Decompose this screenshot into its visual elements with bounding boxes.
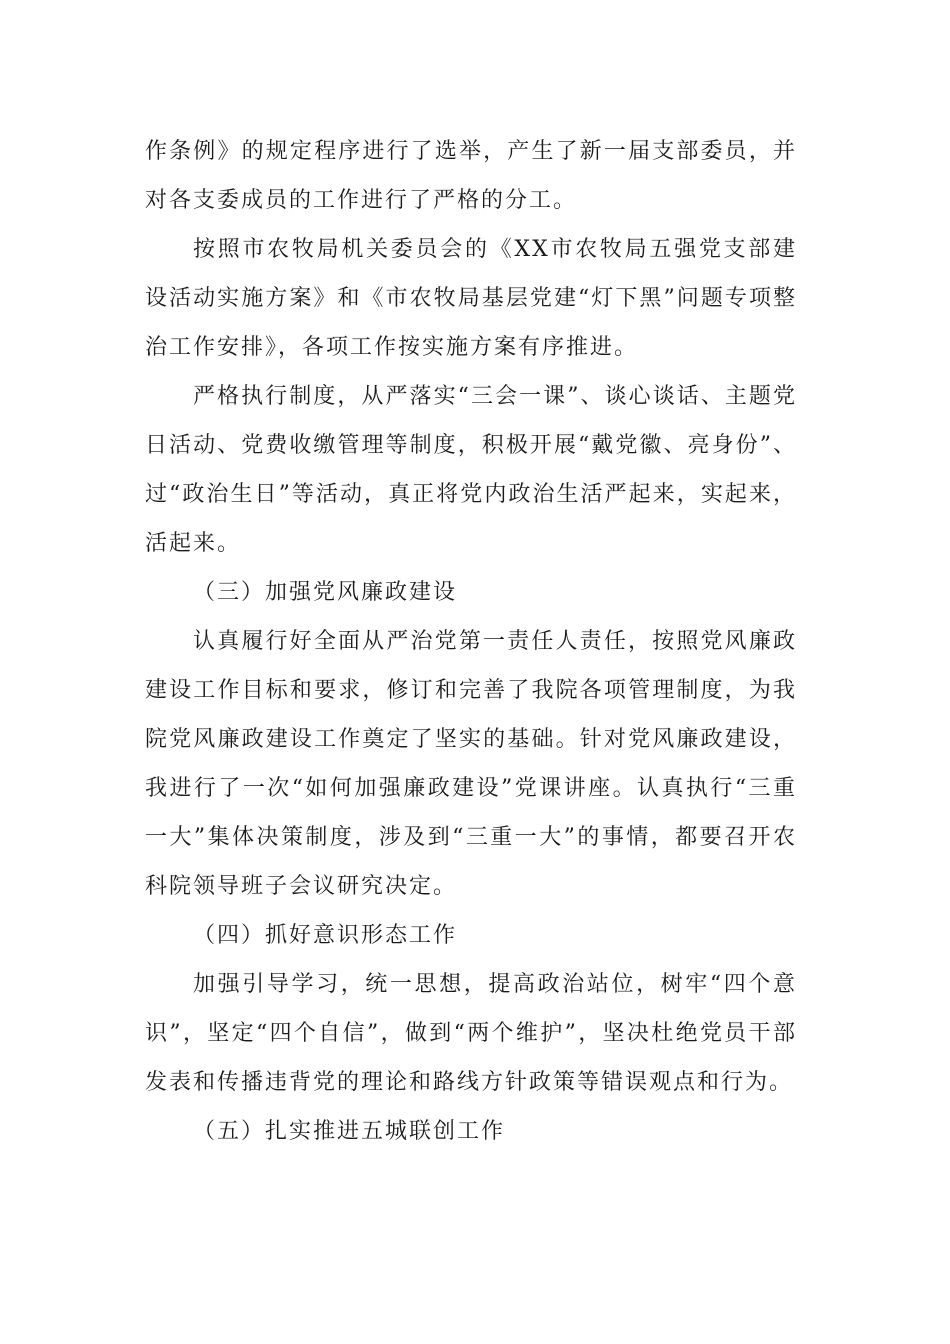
section-heading-integrity: （三）加强党风廉政建设: [193, 580, 458, 605]
section-heading-ideology: （四）抓好意识形态工作: [193, 923, 458, 948]
section-heading-five-cities: （五）扎实推进五城联创工作: [193, 1119, 506, 1144]
paragraph-implementation-plan: 按照市农牧局机关委员会的《XX市农牧局五强党支部建设活动实施方案》和《市农牧局基层党建“灯下黑”问题专项整治工作安排》，各项工作按实施方案有序推进。: [145, 237, 797, 360]
document-body: [145, 127, 797, 1156]
paragraph-ideology-work: 加强引导学习，统一思想，提高政治站位，树牢“四个意识”，坚定“四个自信”，做到“两个维护”，坚决杜绝党员干部发表和传播违背党的理论和路线方针政策等错误观点和行为。: [145, 972, 797, 1095]
paragraph-system-execution: 严格执行制度，从严落实“三会一课”、谈心谈话、主题党日活动、党费收缴管理等制度，积极开展“戴党徽、亮身份”、过“政治生日”等活动，真正将党内政治生活严起来，实起来，活起来。: [145, 384, 797, 556]
paragraph-integrity-building: 认真履行好全面从严治党第一责任人责任，按照党风廉政建设工作目标和要求，修订和完善了我院各项管理制度，为我院党风廉政建设工作奠定了坚实的基础。针对党风廉政建设，我进行了一次“如何加强廉政建设”党课讲座。认真执行“三重一大”集体决策制度，涉及到“三重一大”的事情，都要召开农科院领导班子会议研究决定。: [145, 629, 797, 899]
paragraph-election-continuation: 作条例》的规定程序进行了选举，产生了新一届支部委员，并对各支委成员的工作进行了严格的分工。: [145, 139, 797, 213]
